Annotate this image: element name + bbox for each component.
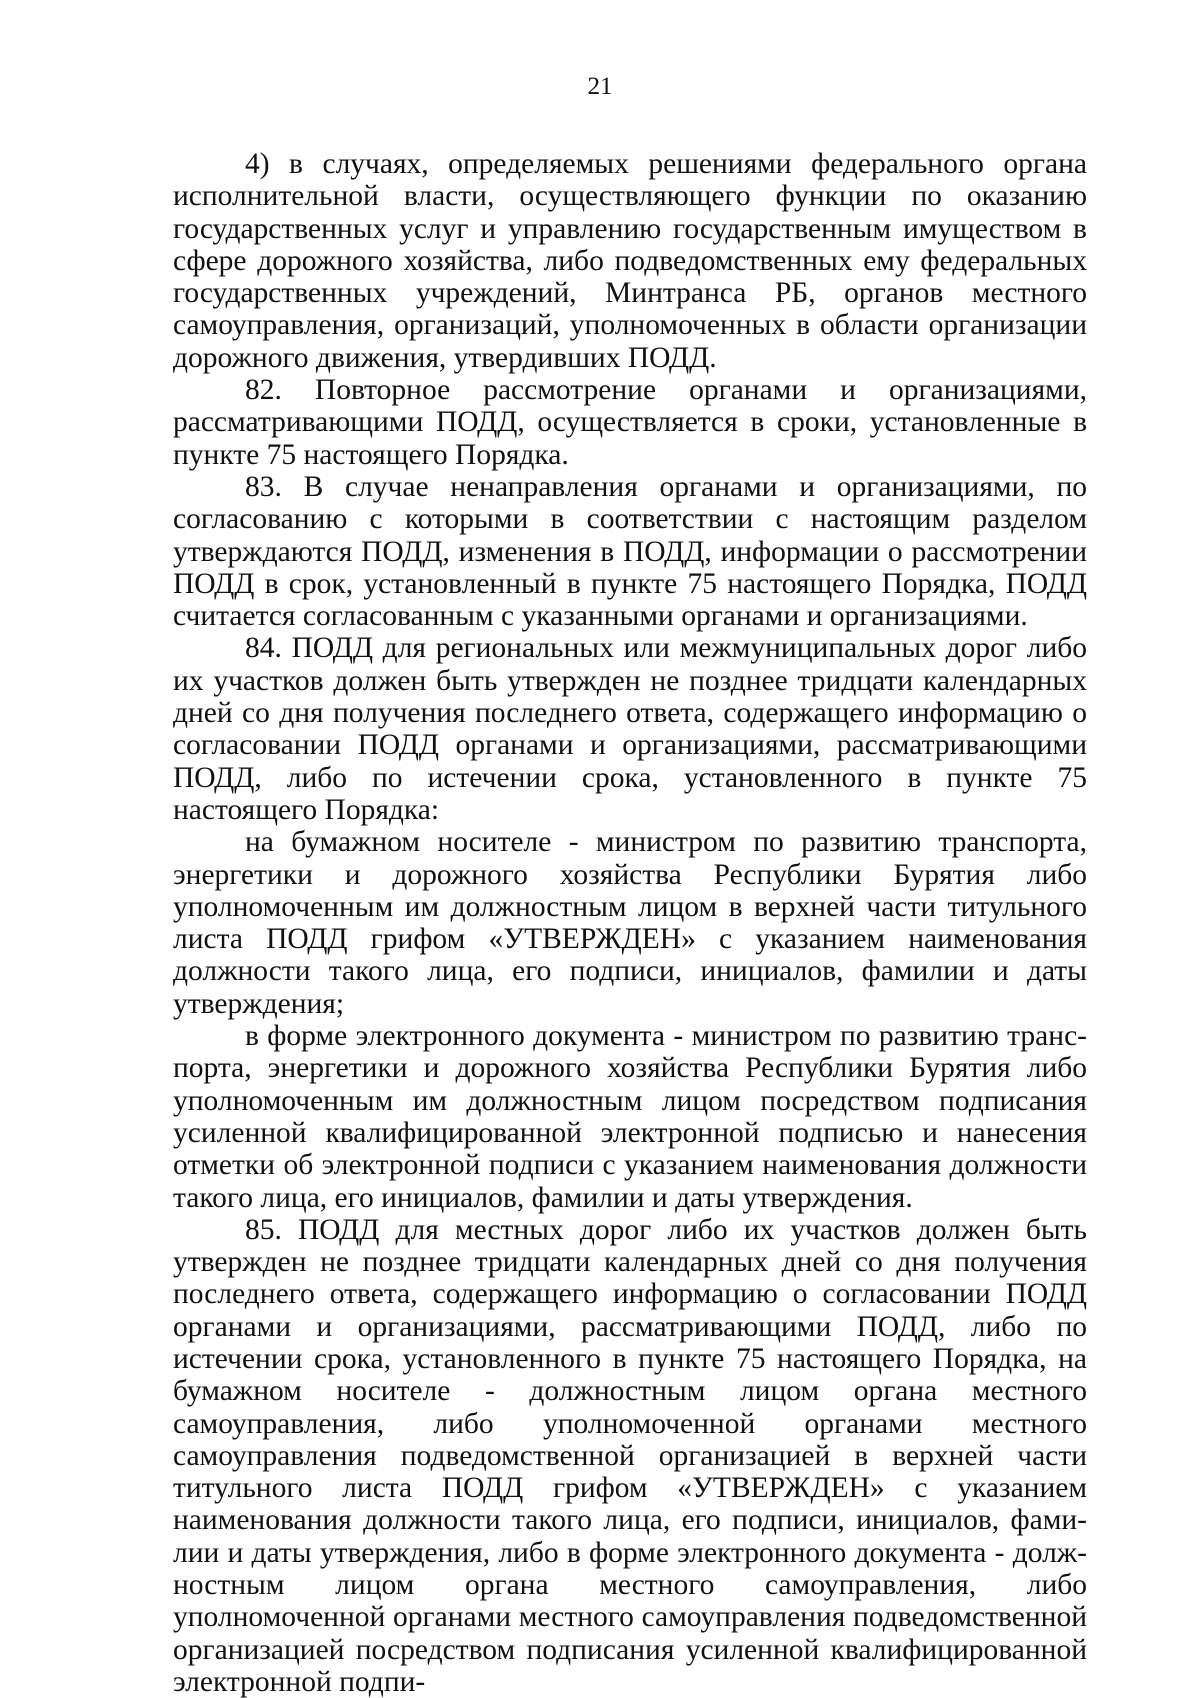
paragraph-85: 85. ПОДД для местных дорог либо их участков должен быть утвержден не позднее тридцати календарных дней со дня получения последнего ответа, содержащего информацию о согласовании ПОДД органами и организациями, рассматривающими ПОДД, либо по истечении срока, установленного в пункте 75 настоящего Порядка, на бумажном носителе - должностным лицом органа местного самоуправления, либо уполномоченной органами местного самоуправления подведомственной организацией в верхней части титульного листа ПОДД грифом «УТВЕРЖДЕН» с указанием наименования должности такого лица, его подписи, инициалов, фамилии и даты утверждения, либо в форме электронного документа - должностным лицом органа местного самоуправления, либо уполномоченной органами местного самоуправления подведомственной организацией посредством подписания усиленной квалифицированной электронной подпи- xyxy=(173,1213,1087,1698)
paragraph-item-4: 4) в случаях, определяемых решениями федерального органа исполнительной власти, осуществляющего функции по оказанию государственных услуг и управлению государственным имуществом в сфере дорожного хозяйства, либо подведомственных ему федеральных государственных учреждений, Минтранса РБ, органов местного самоуправления, организаций, уполномоченных в области организации дорожного движения, утвердивших ПОДД. xyxy=(173,148,1087,374)
paragraph-84: 84. ПОДД для региональных или межмуниципальных дорог либо их участков должен быть утвержден не позднее тридцати календарных дней со дня получения последнего ответа, содержащего информацию о согласовании ПОДД органами и организациями, рассматривающими ПОДД, либо по истечении срока, установленного в пункте 75 настоящего Порядка: xyxy=(173,632,1087,826)
paragraph-83: 83. В случае ненаправления органами и организациями, по согласованию с которыми в соответствии с настоящим разделом утверждаются ПОДД, изменения в ПОДД, информации о рассмотрении ПОДД в срок, установленный в пункте 75 настоящего Порядка, ПОДД считается согласованным с указанными органами и организациями. xyxy=(173,470,1087,633)
paragraph-84-paper: на бумажном носителе - министром по развитию транспорта, энергетики и дорожного хозяйства Республики Бурятия либо уполномоченным им должностным лицом в верхней части титульного листа ПОДД грифом «УТВЕРЖДЕН» с указанием наименования должности такого лица, его подписи, инициалов, фамилии и даты утверждения; xyxy=(173,826,1087,1020)
page-number: 21 xyxy=(587,73,613,100)
paragraph-84-electronic: в форме электронного документа - министром по развитию транспорта, энергетики и дорожного хозяйства Республики Бурятия либо уполномоченным им должностным лицом посредством подписания усиленной квалифицированной электронной подписью и нанесения отметки об электронной подписи с указанием наименования должности такого лица, его инициалов, фамилии и даты утверждения. xyxy=(173,1020,1087,1214)
document-body xyxy=(173,148,1087,1698)
paragraph-82: 82. Повторное рассмотрение органами и организациями, рассматривающими ПОДД, осуществляется в сроки, установленные в пункте 75 настоящего Порядка. xyxy=(173,374,1087,471)
